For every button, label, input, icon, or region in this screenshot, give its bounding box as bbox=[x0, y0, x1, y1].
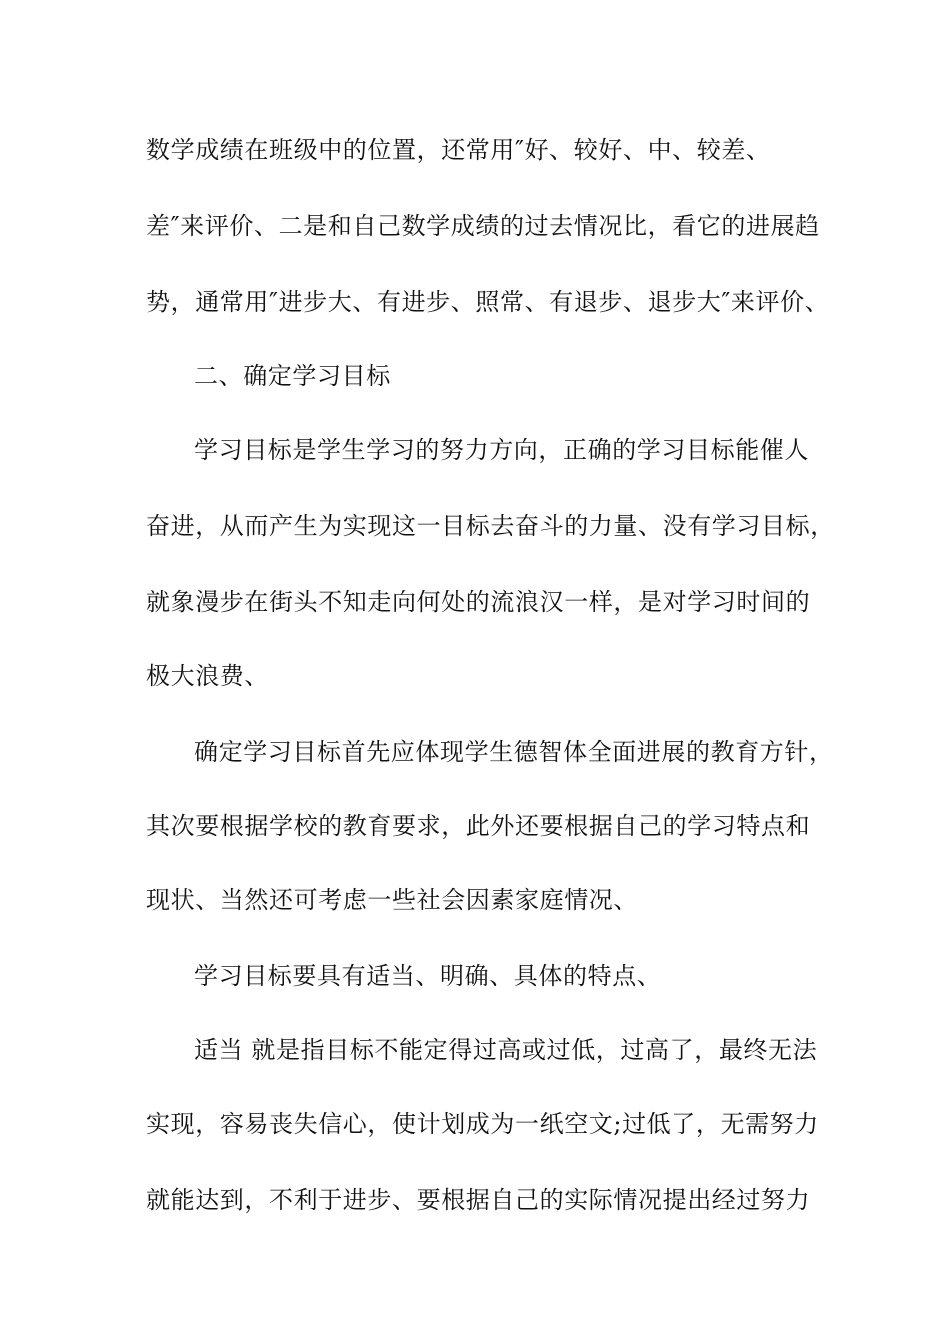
text-line-10: 其次要根据学校的教育要求，此外还要根据自己的学习特点和 bbox=[146, 812, 811, 840]
text-line-13: 适当 就是指目标不能定得过高或过低，过高了，最终无法 bbox=[194, 1036, 818, 1064]
text-line-12: 学习目标要具有适当、明确、具体的特点、 bbox=[194, 962, 662, 990]
text-line-3: 势，通常用″进步大、有进步、照常、有退步、退步大″来评价、 bbox=[146, 288, 830, 316]
text-line-9: 确定学习目标首先应体现学生德智体全面进展的教育方针， bbox=[194, 738, 834, 766]
section-heading: 二、确定学习目标 bbox=[194, 362, 391, 390]
text-line-1: 数学成绩在班级中的位置，还常用″好、较好、中、较差、 bbox=[146, 136, 771, 164]
text-line-2: 差″来评价、二是和自己数学成绩的过去情况比，看它的进展趋 bbox=[146, 212, 820, 240]
text-line-15: 就能达到，不利于进步、要根据自己的实际情况提出经过努力 bbox=[146, 1186, 811, 1214]
text-line-11: 现状、当然还可考虑一些社会因素家庭情况、 bbox=[146, 886, 638, 914]
text-line-7: 就象漫步在街头不知走向何处的流浪汉一样，是对学习时间的 bbox=[146, 588, 811, 616]
text-line-6: 奋进，从而产生为实现这一目标去奋斗的力量、没有学习目标， bbox=[146, 512, 835, 540]
text-line-14: 实现，容易丧失信心，使计划成为一纸空文;过低了，无需努力 bbox=[146, 1110, 819, 1138]
text-line-8: 极大浪费、 bbox=[146, 662, 269, 690]
text-line-5: 学习目标是学生学习的努力方向，正确的学习目标能催人 bbox=[194, 436, 809, 464]
